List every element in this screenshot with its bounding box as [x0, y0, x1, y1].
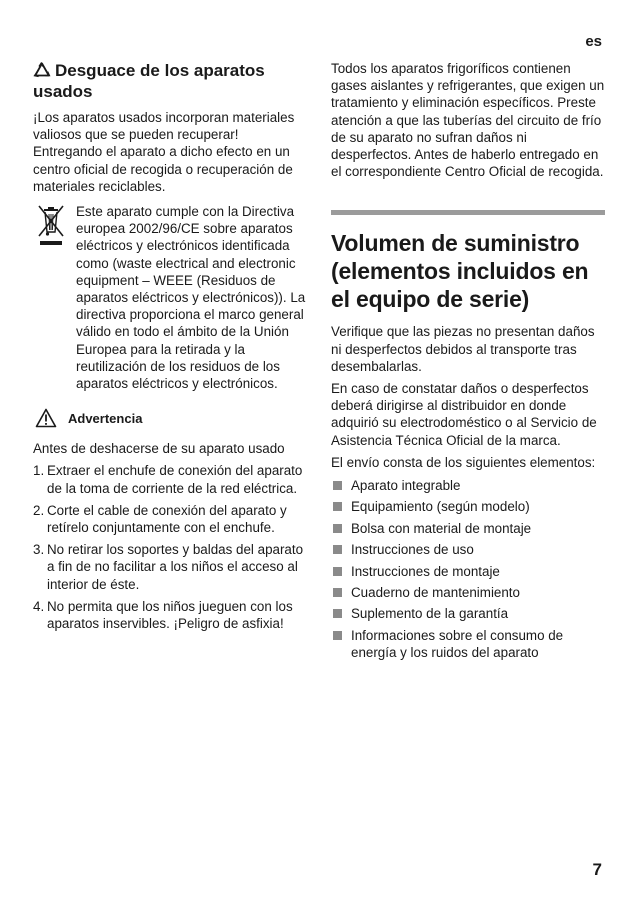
list-item: Cuaderno de mantenimiento [331, 584, 605, 601]
delivery-heading: Volumen de suministro (elementos incluidos en el equipo de serie) [331, 230, 589, 313]
list-item: Instrucciones de uso [331, 541, 605, 558]
square-bullet-icon [333, 545, 342, 554]
list-item: Informaciones sobre el consumo de energía y los ruidos del aparato [331, 627, 605, 661]
square-bullet-icon [333, 609, 342, 618]
recycle-icon [33, 62, 51, 78]
crossed-out-bin-icon [35, 203, 67, 249]
warning-intro: Antes de deshacerse de su aparato usado [33, 441, 285, 457]
check-parts-paragraph: Verifique que las piezas no presentan daños ni desperfectos debidos al transporte tras desembalarlas. [331, 324, 595, 374]
disposal-intro: ¡Los aparatos usados incorporan materiales valiosos que se pueden recuperar! Entregando el aparato a dicho efecto en un centro oficial de recogida o recuperación de materiales reciclables. [33, 110, 295, 194]
shipment-intro: El envío consta de los siguientes elementos: [331, 454, 596, 470]
square-bullet-icon [333, 481, 342, 490]
square-bullet-icon [333, 524, 342, 533]
disposal-steps [33, 462, 309, 632]
refrigerant-paragraph: Todos los aparatos frigoríficos contienen gases aislantes y refrigerantes, que exigen un tratamiento y eliminación específicos. Preste atención a que las tuberías del circuito de frío de su aparato no sufran daños ni desperfectos. Antes de haberlo entregado en el correspondiente Centro Oficial de recogida. [331, 61, 605, 180]
list-item: Bolsa con material de montaje [331, 520, 605, 537]
list-item: 4. No permita que los niños jueguen con los aparatos inservibles. ¡Peligro de asfixia! [33, 598, 293, 632]
list-item: Equipamiento (según modelo) [331, 498, 605, 515]
list-item: Suplemento de la garantía [331, 605, 605, 622]
warning-triangle-icon [35, 408, 57, 428]
damage-paragraph: En caso de constatar daños o desperfectos deberá dirigirse al distribuidor en donde adquirió su electrodoméstico o al Servicio de Asistencia Técnica Oficial de la marca. [331, 381, 597, 448]
list-item: 3. No retirar los soportes y baldas del aparato a fin de no facilitar a los niños el acceso al interior de éste. [33, 542, 304, 592]
weee-notice [33, 203, 309, 392]
square-bullet-icon [333, 502, 342, 511]
disposal-section-title: Desguace de los aparatos usados [33, 61, 265, 101]
square-bullet-icon [333, 567, 342, 576]
delivery-items [331, 477, 605, 661]
list-item: Instrucciones de montaje [331, 563, 605, 580]
page-number: 7 [592, 860, 602, 879]
left-column [33, 60, 309, 637]
warning-label: Advertencia [68, 410, 143, 426]
square-bullet-icon [333, 588, 342, 597]
language-code: es [585, 33, 602, 50]
list-item: 1. Extraer el enchufe de conexión del aparato de la toma de corriente de la red eléctrica. [33, 463, 303, 496]
right-column [331, 60, 605, 665]
list-item: 2. Corte el cable de conexión del aparato y retírelo conjuntamente con el enchufe. [33, 502, 287, 536]
square-bullet-icon [333, 631, 342, 640]
list-item: Aparato integrable [331, 477, 605, 494]
weee-text: Este aparato cumple con la Directiva europea 2002/96/CE sobre aparatos eléctricos y electrónicos identificada como (waste electrical and electronic equipment – WEEE (Residuos de aparatos eléctricos y electrónicos)). La directiva proporciona el marco general válido en todo el ámbito de la Unión Europea para la retirada y la reutilización de los residuos de los aparatos eléctricos y electrónicos. [76, 204, 306, 392]
warning-header [33, 408, 309, 428]
section-divider [331, 210, 605, 215]
